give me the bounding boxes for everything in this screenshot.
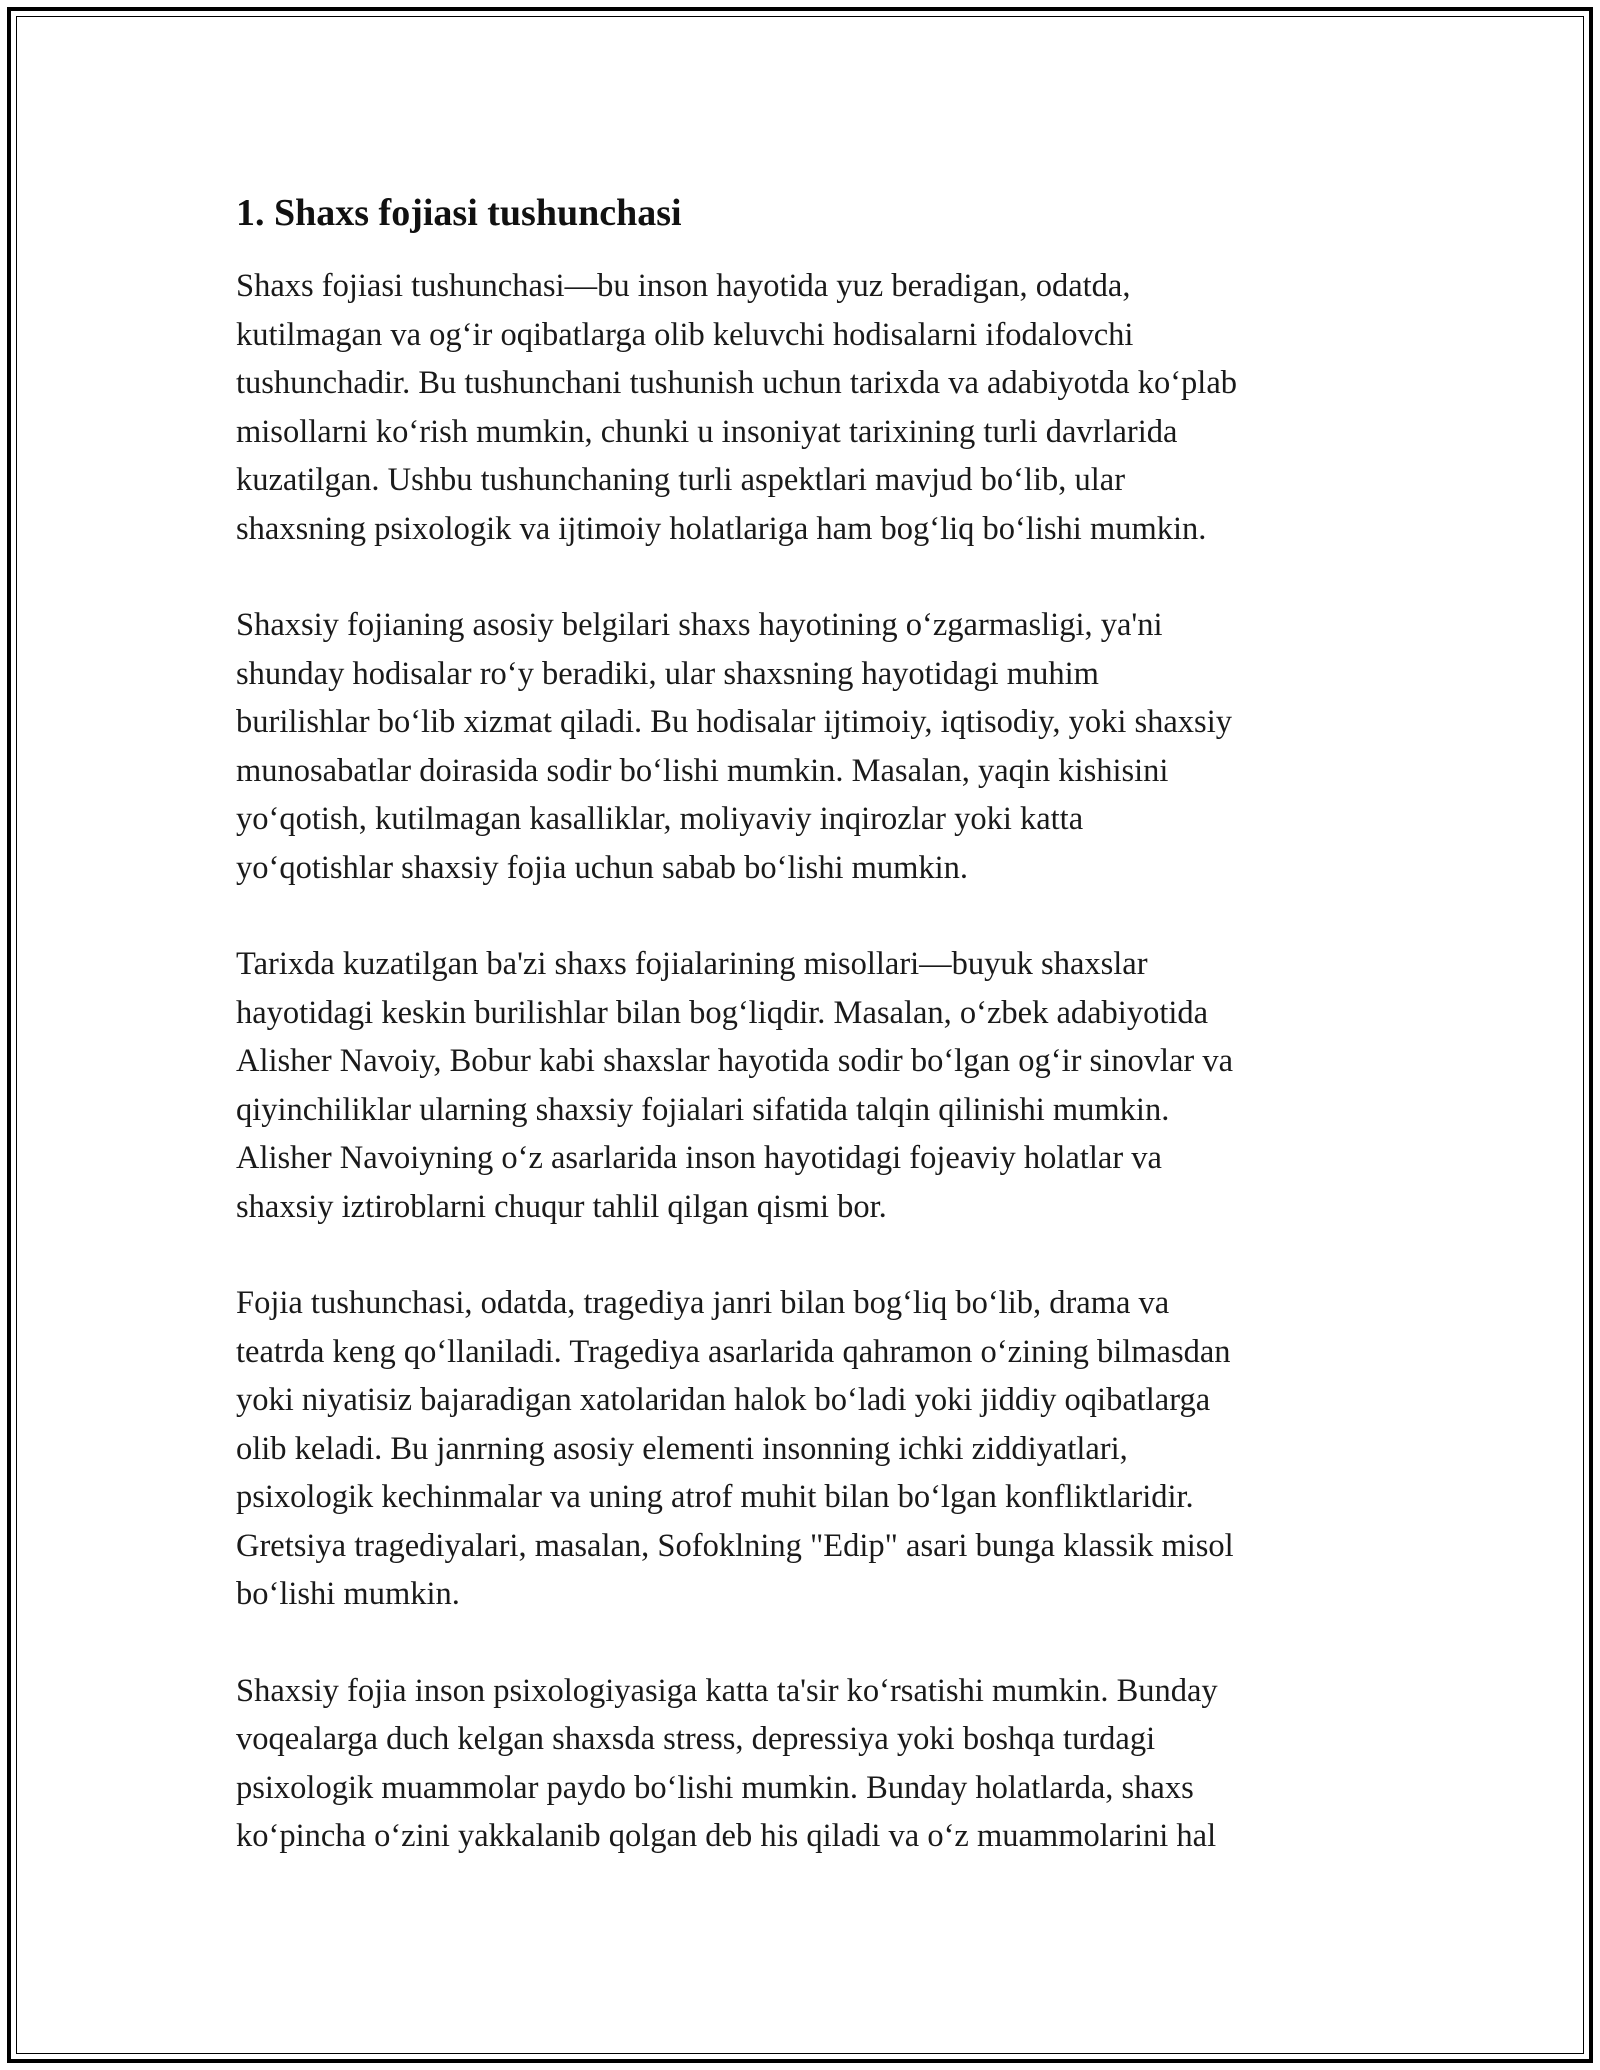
paragraph-3: Tarixda kuzatilgan ba'zi shaxs fojialarining misollari—buyuk shaxslar hayotidagi keskin burilishlar bilan bog‘liqdir. Masalan, o‘zbek adabiyotida Alisher Navoiy, Bobur kabi shaxslar hayotida sodir bo‘lgan og‘ir sinovlar va qiyinchiliklar ularning shaxsiy fojialari sifatida talqin qilinishi mumkin. Alisher Navoiyning o‘z asarlarida inson hayotidagi fojeaviy holatlar va shaxsiy iztiroblarni chuqur tahlil qilgan qismi bor.	[236, 946, 1234, 1225]
paragraph-2: Shaxsiy fojianing asosiy belgilari shaxs hayotining o‘zgarmasligi, ya'ni shunday hodisalar ro‘y beradiki, ular shaxsning hayotidagi muhim burilishlar bo‘lib xizmat qiladi. Bu hodisalar ijtimoiy, iqtisodiy, yoki shaxsiy munosabatlar doirasida sodir bo‘lishi mumkin. Masalan, yaqin kishisini yo‘qotish, kutilmagan kasalliklar, moliyaviy inqirozlar yoki katta yo‘qotishlar shaxsiy fojia uchun sabab bo‘lishi mumkin.	[236, 607, 1232, 886]
paragraph-5: Shaxsiy fojia inson psixologiyasiga katta ta'sir ko‘rsatishi mumkin. Bunday voqealarga duch kelgan shaxsda stress, depressiya yoki boshqa turdagi psixologik muammolar paydo bo‘lishi mumkin. Bunday holatlarda, shaxs ko‘pincha o‘zini yakkalanib qolgan deb his qiladi va o‘z muammolarini hal	[236, 1672, 1218, 1854]
paragraph-1: Shaxs fojiasi tushunchasi—bu inson hayotida yuz beradigan, odatda, kutilmagan va og‘ir oqibatlarga olib keluvchi hodisalarni ifodalovchi tushunchadir. Bu tushunchani tushunish uchun tarixda va adabiyotda ko‘plab misollarni ko‘rish mumkin, chunki u insoniyat tarixining turli davrlarida kuzatilgan. Ushbu tushunchaning turli aspektlari mavjud bo‘lib, ular shaxsning psixologik va ijtimoiy holatlariga ham bog‘liq bo‘lishi mumkin.	[236, 268, 1237, 547]
paragraph-4: Fojia tushunchasi, odatda, tragediya janri bilan bog‘liq bo‘lib, drama va teatrda keng qo‘llaniladi. Tragediya asarlarida qahramon o‘zining bilmasdan yoki niyatisiz bajaradigan xatolaridan halok bo‘ladi yoki jiddiy oqibatlarga olib keladi. Bu janrning asosiy elementi insonning ichki ziddiyatlari, psixologik kechinmalar va uning atrof muhit bilan bo‘lgan konfliktlaridir. Gretsiya tragediyalari, masalan, Sofoklning "Edip" asari bunga klassik misol bo‘lishi mumkin.	[236, 1285, 1234, 1612]
document-body	[236, 188, 1376, 1909]
section-heading: 1. Shaxs fojiasi tushunchasi	[236, 192, 682, 234]
